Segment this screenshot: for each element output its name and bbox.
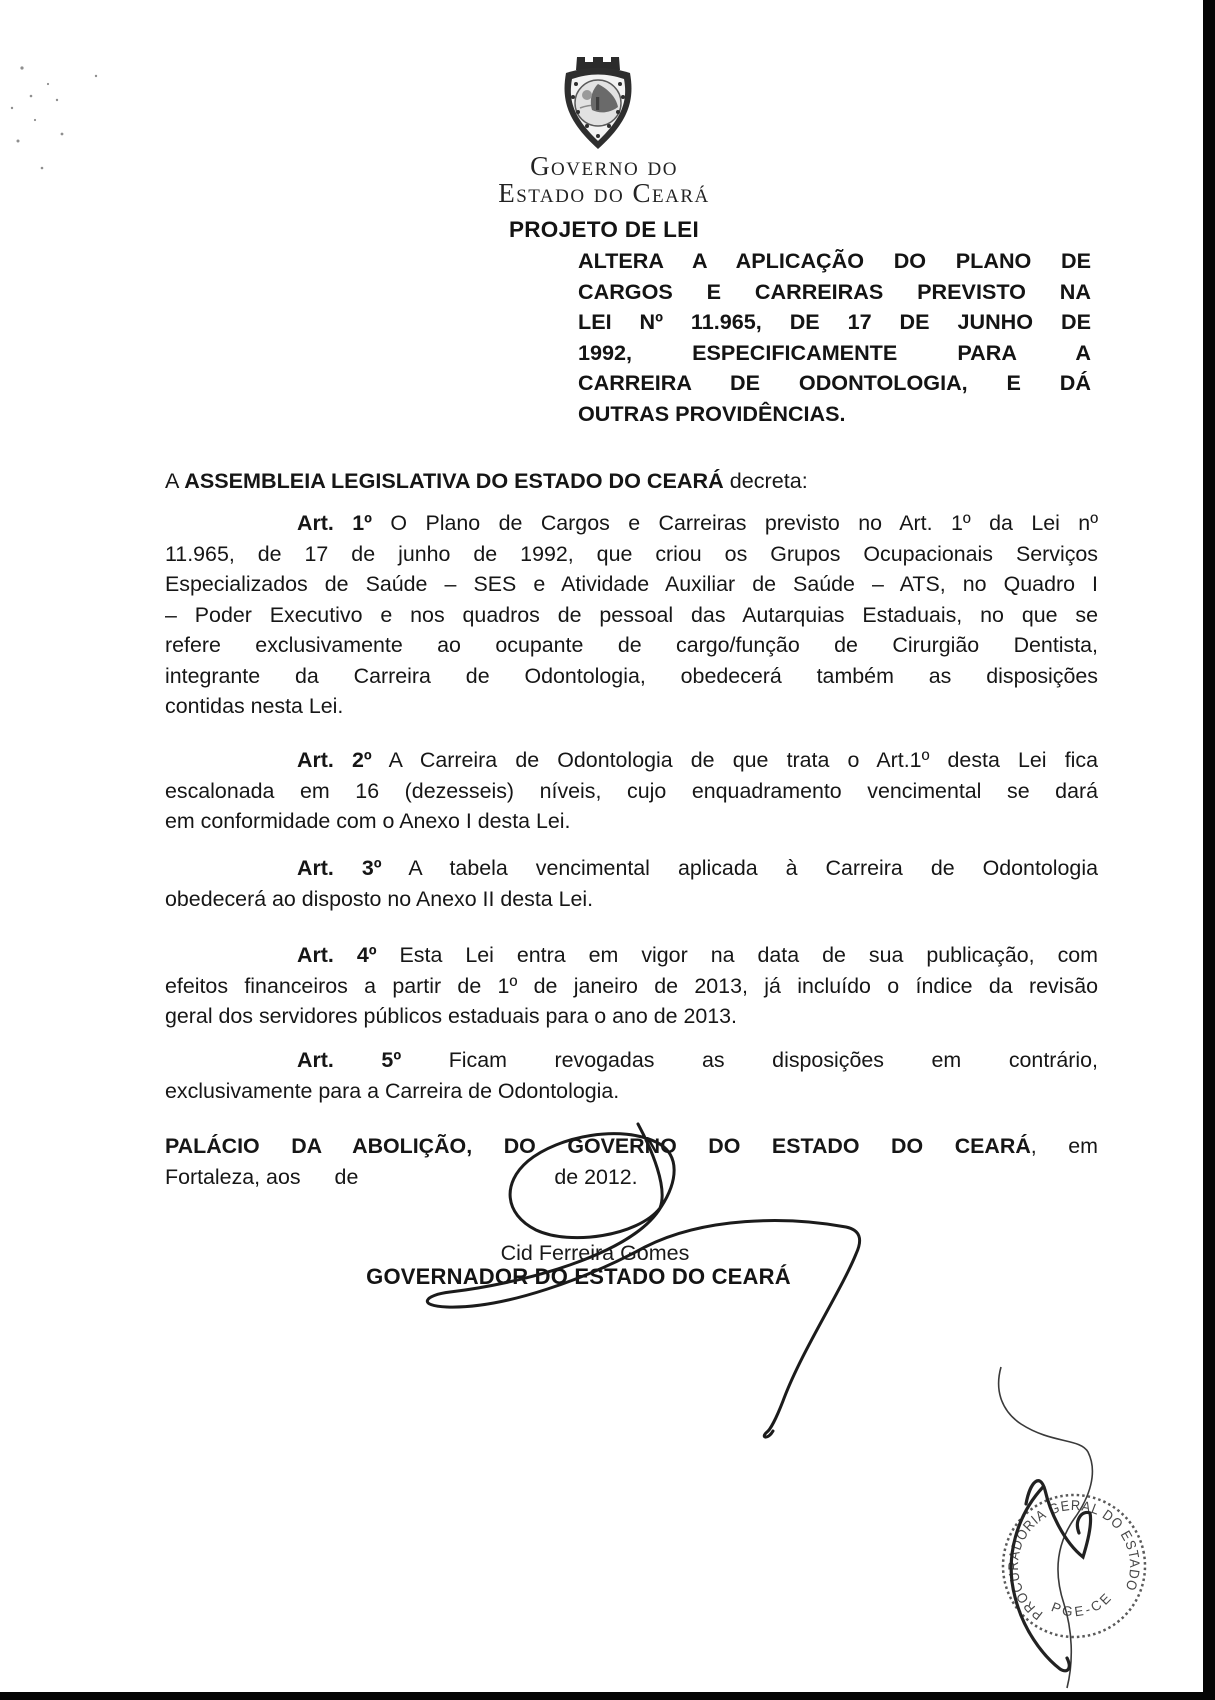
svg-text:PGE-CE: [1047, 1587, 1119, 1625]
ementa-line: LEI Nº 11.965, DE 17 DE JUNHO DE: [578, 309, 1091, 335]
ementa-line: 1992, ESPECIFICAMENTE PARA A: [578, 339, 1091, 365]
article-label: Art. 2º: [297, 748, 372, 772]
stamp-border-circle: [990, 1482, 1158, 1650]
article-label: Art. 3º: [297, 856, 382, 880]
text-line: geral dos servidores públicos estaduais para o ano de 2013.: [165, 1004, 737, 1028]
text-line: Especializados de Saúde – SES e Atividade Auxiliar de Saúde – ATS, no Quadro I: [165, 572, 1098, 596]
text-line: efeitos financeiros a partir de 1º de janeiro de 2013, já incluído o índice da revisão: [165, 973, 1098, 998]
ementa-line: CARGOS E CARREIRAS PREVISTO NA: [578, 278, 1091, 304]
article-paragraph: [165, 1045, 1098, 1106]
ceara-coat-of-arms-icon: [565, 57, 632, 149]
text-line: [165, 1131, 1098, 1162]
preamble-line: [165, 466, 1098, 497]
text-line: integrante da Carreira de Odontologia, obedecerá também as disposições: [165, 663, 1098, 688]
article-paragraph: [165, 745, 1098, 837]
gov-header-line1: Governo do: [530, 151, 678, 181]
date-part-city: Fortaleza, aos: [165, 1164, 301, 1189]
text-line: obedecerá ao disposto no Anexo II desta Lei.: [165, 886, 594, 911]
text-line: Art. 5º Ficam revogadas as disposições em contrário,: [297, 1048, 1098, 1072]
article-label: Art. 4º: [297, 943, 377, 967]
pge-stamp: [990, 1482, 1158, 1650]
closing-after-bold: , em: [1030, 1134, 1098, 1158]
closing-bold: PALÁCIO DA ABOLIÇÃO, DO GOVERNO DO ESTADO DO CEARÁ: [165, 1134, 1031, 1158]
article-paragraph: [165, 853, 1098, 914]
stamp-rubric-signature: [999, 1367, 1093, 1688]
article-label: Art. 1º: [297, 511, 372, 535]
scan-edge-right: [1203, 0, 1215, 1700]
signer-name: Cid Ferreira Gomes: [500, 1241, 690, 1265]
text-line: Art. 1º O Plano de Cargos e Carreiras previsto no Art. 1º da Lei nº: [297, 511, 1099, 535]
ementa-line: OUTRAS PROVIDÊNCIAS.: [578, 400, 846, 426]
text-line: Art. 4º Esta Lei entra em vigor na data de sua publicação, com: [297, 943, 1098, 967]
text-line: Art. 3º A tabela vencimental aplicada à Carreira de Odontologia: [297, 856, 1098, 880]
date-line: [165, 1162, 1098, 1193]
preamble-bold: ASSEMBLEIA LEGISLATIVA DO ESTADO DO CEARÁ: [184, 468, 724, 493]
ementa-line: CARREIRA DE ODONTOLOGIA, E DÁ: [578, 370, 1091, 396]
stamp-bottom-text: PGE-CE: [1049, 1588, 1116, 1620]
document-title: PROJETO DE LEI: [508, 217, 700, 242]
text-line: – Poder Executivo e nos quadros de pessoal das Autarquias Estaduais, no que se: [165, 602, 1098, 627]
preamble-prefix: A: [165, 468, 179, 493]
gov-header-line2: Estado do Ceará: [498, 178, 710, 208]
text-line: escalonada em 16 (dezesseis) níveis, cujo enquadramento vencimental se dará: [165, 778, 1098, 803]
ementa-line: ALTERA A APLICAÇÃO DO PLANO DE: [578, 248, 1091, 273]
preamble-suffix: decreta:: [729, 468, 808, 493]
text-line: exclusivamente para a Carreira de Odontologia.: [165, 1078, 620, 1103]
signer-title: GOVERNADOR DO ESTADO DO CEARÁ: [366, 1264, 791, 1289]
text-line: refere exclusivamente ao ocupante de cargo/função de Cirurgião Dentista,: [165, 633, 1098, 657]
article-paragraph: [165, 940, 1098, 1032]
text-line: 11.965, de 17 de junho de 1992, que criou os Grupos Ocupacionais Serviços: [165, 541, 1098, 566]
date-part-year: de 2012.: [554, 1164, 638, 1189]
date-part-de1: de: [334, 1164, 359, 1189]
text-line: contidas nesta Lei.: [165, 694, 344, 718]
closing-paragraph: [165, 1131, 1098, 1192]
scan-edge-bottom: [0, 1692, 1215, 1700]
stamp-arc-text: PROCURADORIA GERAL DO ESTADO: [1004, 1496, 1144, 1624]
svg-text:PROCURADORIA GERAL DO ESTADO: [992, 1484, 1152, 1628]
article-label: Art. 5º: [297, 1048, 402, 1072]
ementa-summary: [578, 246, 1091, 430]
article-paragraph: [165, 508, 1098, 722]
text-line: Art. 2º A Carreira de Odontologia de que trata o Art.1º desta Lei fica: [297, 748, 1098, 772]
text-line: em conformidade com o Anexo I desta Lei.: [165, 809, 571, 833]
